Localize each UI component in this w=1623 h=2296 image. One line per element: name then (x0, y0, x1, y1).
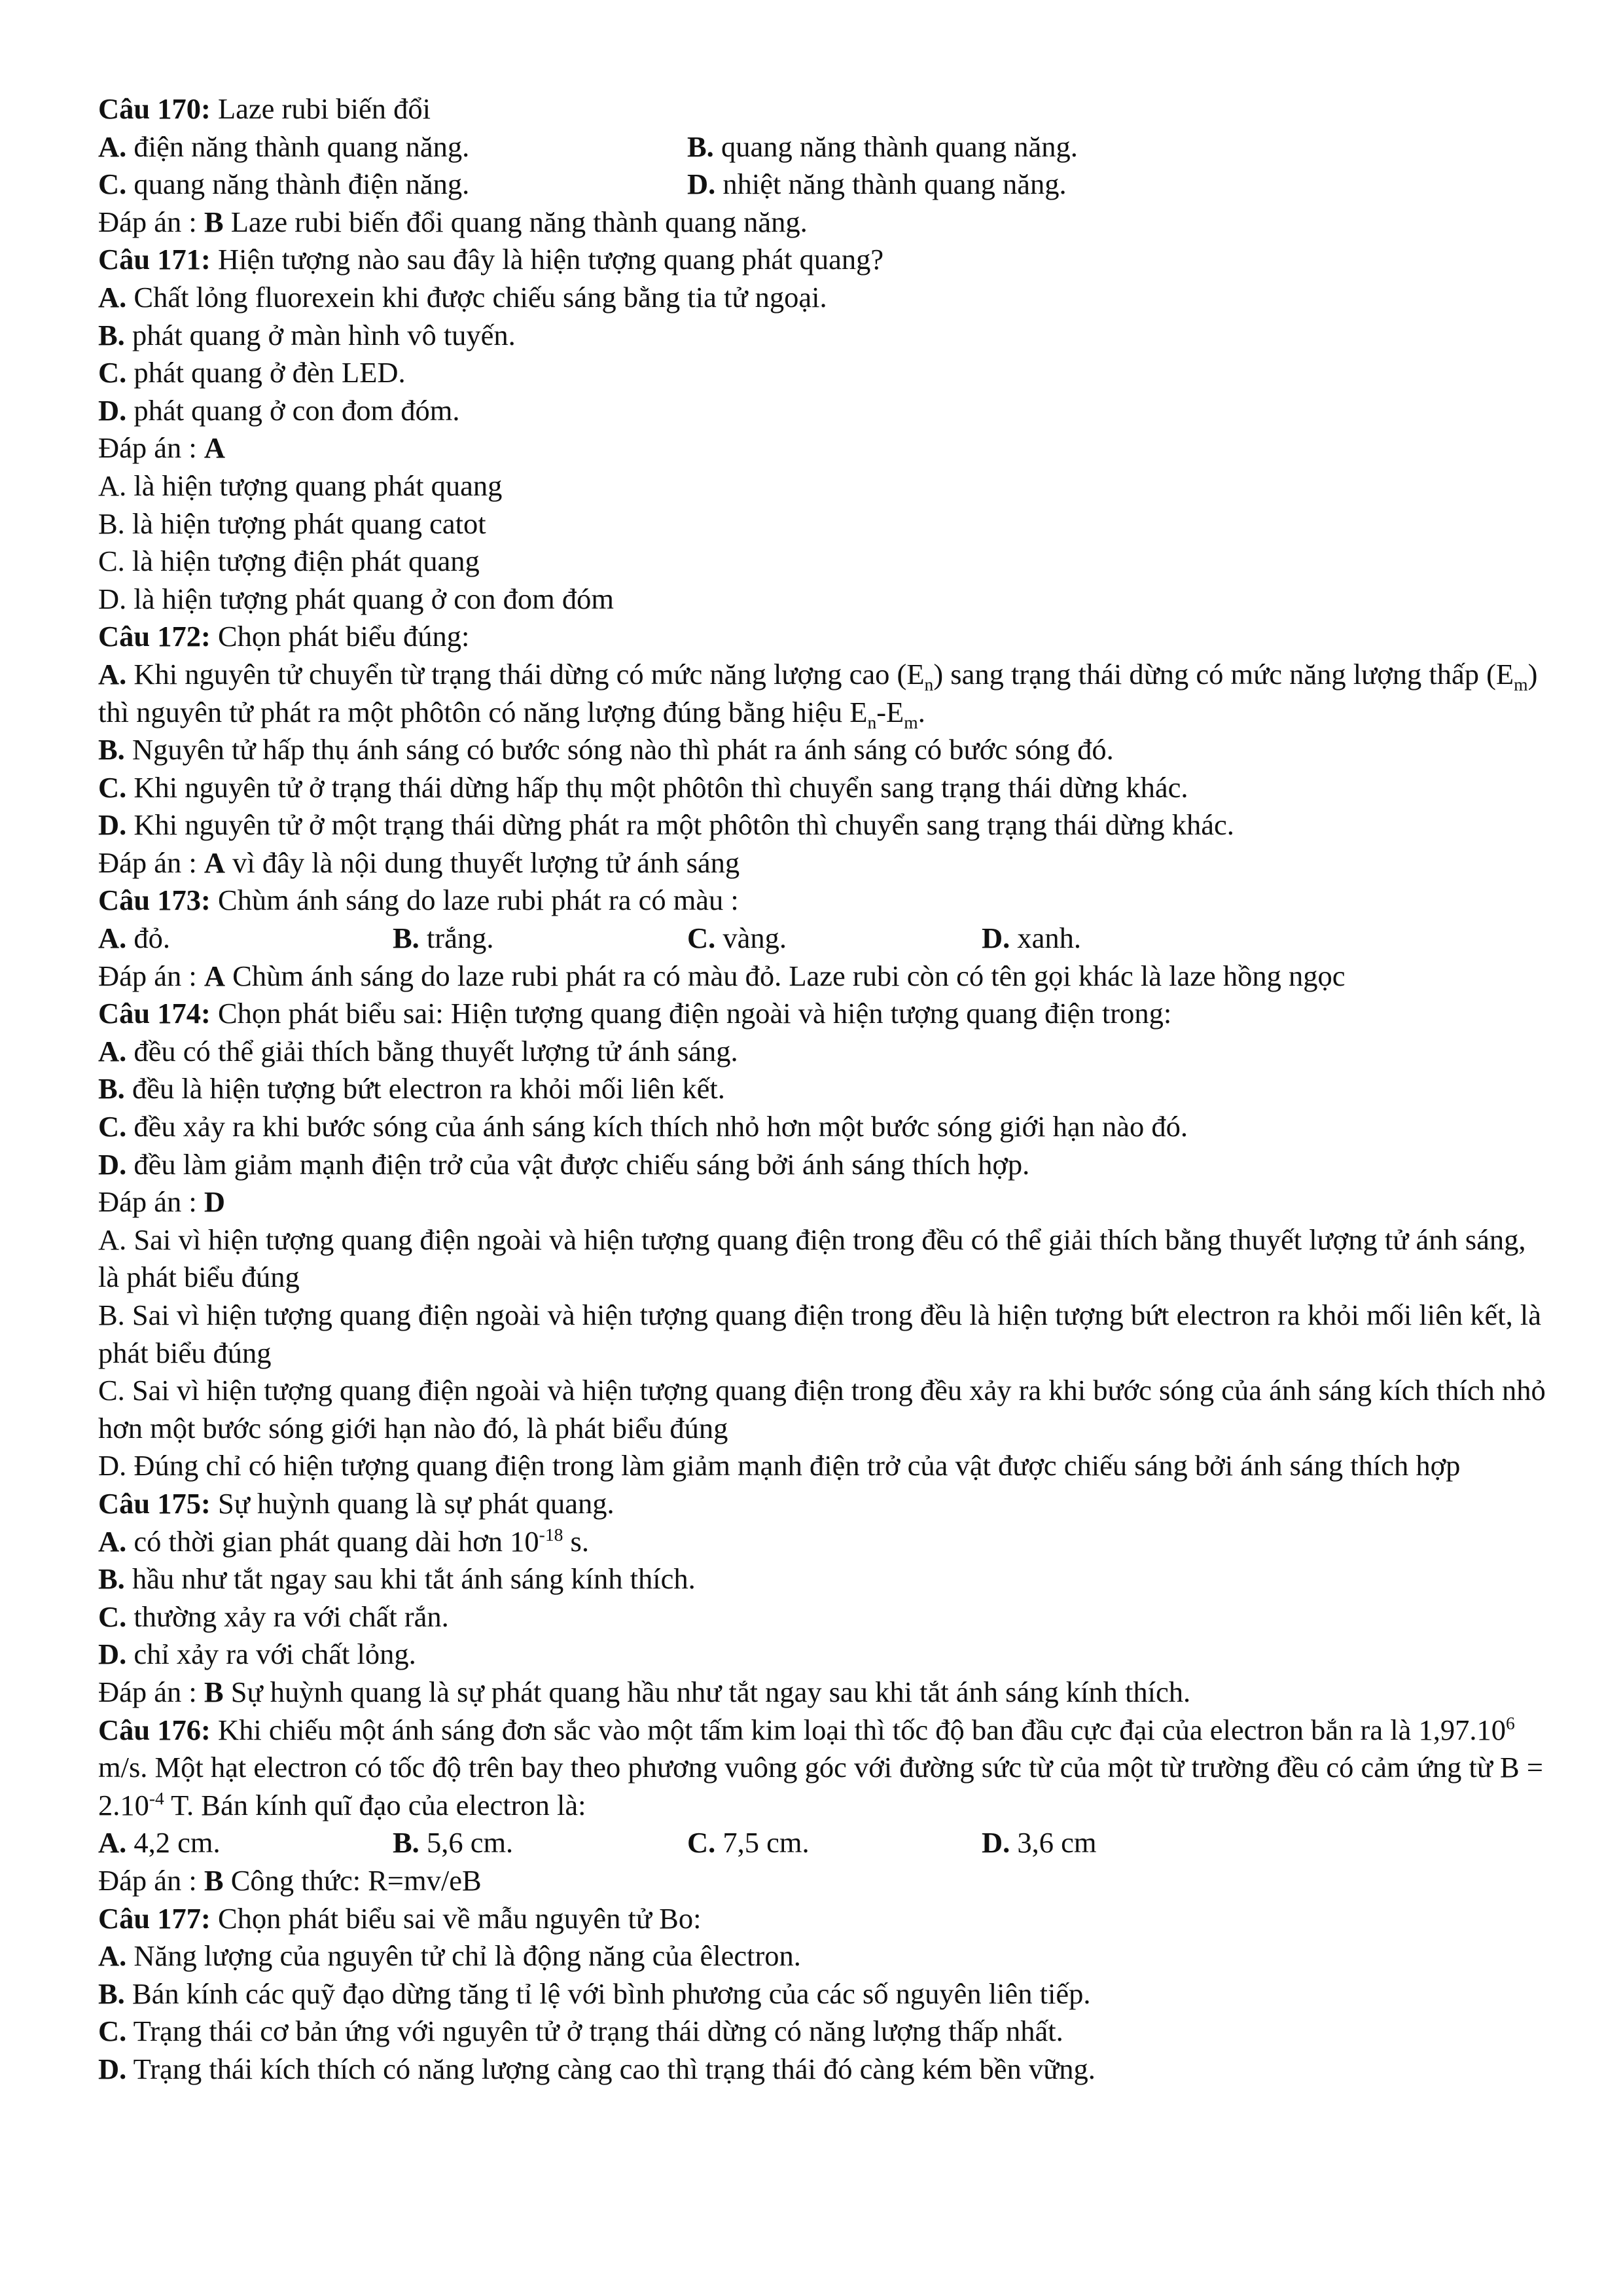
option-a (98, 1937, 1551, 1975)
text-span: phát quang ở đèn LED. (126, 356, 406, 389)
text-span: n (924, 673, 934, 694)
text-span: Chất lỏng fluorexein khi được chiếu sáng bằng tia tử ngoại. (126, 280, 827, 314)
option-a (98, 1523, 1551, 1561)
label-bold: B. (393, 922, 419, 955)
label-bold: B (204, 205, 224, 238)
text-span: s. (563, 1524, 589, 1558)
text-span: Đáp án : (98, 1863, 204, 1897)
label-bold: B. (98, 1072, 125, 1105)
label-bold: Câu 170: (98, 92, 211, 125)
label-bold: B (204, 1675, 224, 1708)
options-row (98, 166, 1551, 204)
options-row (98, 128, 1551, 166)
text-span: Đáp án : (98, 205, 204, 238)
text-span: nhiệt năng thành quang năng. (715, 168, 1067, 201)
option-a (98, 1033, 1551, 1071)
answer (98, 844, 1551, 882)
question-174 (98, 995, 1551, 1033)
option-b (98, 1560, 1551, 1598)
question-173 (98, 882, 1551, 920)
text-span: ) thì nguyên tử phát ra một phôtôn có năng lượng đúng bằng hiệu E (98, 657, 1538, 728)
option-b (98, 1070, 1551, 1108)
answer (98, 1674, 1551, 1712)
text-span: hầu như tắt ngay sau khi tắt ánh sáng kính thích. (124, 1562, 696, 1596)
text-span: Trạng thái kích thích có năng lượng càng cao thì trạng thái đó càng kém bền vững. (126, 2052, 1096, 2085)
text-span: Sự huỳnh quang là sự phát quang. (210, 1486, 615, 1520)
label-bold: D. (982, 922, 1010, 955)
question-172 (98, 618, 1551, 656)
label-bold: A. (98, 1524, 127, 1558)
options-row (98, 1824, 1551, 1862)
label-bold: C. (98, 1110, 127, 1143)
question-177 (98, 1900, 1551, 1938)
label-bold: Câu 174: (98, 997, 211, 1030)
text-span: Chùm ánh sáng do laze rubi phát ra có màu : (210, 884, 739, 917)
option-b (98, 731, 1551, 769)
question-175 (98, 1485, 1551, 1523)
label-bold: C. (98, 168, 127, 201)
label-bold: C. (687, 1826, 716, 1859)
text-span: đều làm giảm mạnh điện trở của vật được chiếu sáng bởi ánh sáng thích hợp. (126, 1147, 1030, 1181)
answer (98, 1862, 1551, 1900)
text-span: xanh. (1010, 922, 1082, 955)
text-span: -4 (149, 1787, 164, 1808)
text-span: đều xảy ra khi bước sóng của ánh sáng kích thích nhỏ hơn một bước sóng giới hạn nào đó. (126, 1110, 1188, 1143)
text-span: vàng. (715, 922, 787, 955)
text-span: Đáp án : (98, 431, 204, 465)
label-bold: D (204, 1185, 226, 1219)
option-b (98, 1975, 1551, 2013)
text-span: Khi nguyên tử ở một trạng thái dừng phát ra một phôtôn thì chuyển sang trạng thái dừng khác. (126, 808, 1234, 842)
explanation-line: B. Sai vì hiện tượng quang điện ngoài và hiện tượng quang điện trong đều là hiện tượng bứt electron ra khỏi mối liên kết, là phát biểu đúng (98, 1299, 1541, 1369)
label-bold: A (204, 431, 226, 465)
label-bold: C. (98, 2015, 127, 2048)
text-span: Chọn phát biểu đúng: (210, 620, 470, 653)
option-a (98, 128, 687, 166)
text-span: có thời gian phát quang dài hơn 10 (126, 1524, 539, 1558)
label-bold: C. (98, 1600, 127, 1633)
option-a (98, 920, 393, 958)
label-bold: B. (98, 1977, 125, 2010)
option-b (687, 128, 1078, 166)
document-page (98, 90, 1551, 2088)
explanation-line: A. Sai vì hiện tượng quang điện ngoài và hiện tượng quang điện trong đều có thể giải thích bằng thuyết lượng tử ánh sáng, là phát biểu đúng (98, 1223, 1526, 1294)
text-span: Khi chiếu một ánh sáng đơn sắc vào một tấm kim loại thì tốc độ ban đầu cực đại của electron bắn ra là 1,97.10 (210, 1713, 1506, 1746)
text-span: Khi nguyên tử ở trạng thái dừng hấp thụ một phôtôn thì chuyển sang trạng thái dừng khác. (126, 770, 1188, 804)
option-d (98, 2051, 1551, 2089)
text-span: -18 (539, 1524, 563, 1545)
label-bold: A. (98, 130, 127, 163)
text-span: đều có thể giải thích bằng thuyết lượng tử ánh sáng. (126, 1034, 738, 1067)
label-bold: D. (98, 1147, 127, 1181)
label-bold: A (204, 846, 226, 879)
answer (98, 958, 1551, 996)
label-bold: B. (98, 733, 125, 766)
label-bold: D. (687, 168, 716, 201)
option-c (98, 1108, 1551, 1146)
text-span: thường xảy ra với chất rắn. (126, 1600, 449, 1633)
option-d (98, 806, 1551, 844)
answer (98, 429, 1551, 467)
label-bold: B. (98, 1562, 125, 1596)
text-span: m/s. Một hạt electron có tốc độ trên bay theo phương vuông góc với đường sức từ của một từ trường đều có cảm ứng từ B = 2.10 (98, 1751, 1543, 1821)
label-bold: B. (393, 1826, 419, 1859)
explanation-line: C. Sai vì hiện tượng quang điện ngoài và hiện tượng quang điện trong đều xảy ra khi bước sóng của ánh sáng kích thích nhỏ hơn một bước sóng giới hạn nào đó, là phát biểu đúng (98, 1374, 1546, 1444)
text-span: phát quang ở màn hình vô tuyến. (124, 318, 516, 351)
option-d (982, 1824, 1097, 1862)
text-span: Năng lượng của nguyên tử chỉ là động năng của êlectron. (126, 1939, 801, 1973)
label-bold: A. (98, 657, 127, 691)
option-d (98, 392, 1551, 430)
option-c (687, 920, 982, 958)
text-span: Chùm ánh sáng do laze rubi phát ra có màu đỏ. Laze rubi còn có tên gọi khác là laze hồng ngọc (225, 959, 1346, 992)
text-span: Sự huỳnh quang là sự phát quang hầu như tắt ngay sau khi tắt ánh sáng kính thích. (223, 1675, 1191, 1708)
text-span: trắng. (419, 922, 494, 955)
text-span: Chọn phát biểu sai: Hiện tượng quang điện ngoài và hiện tượng quang điện trong: (210, 997, 1172, 1030)
explanation-line: D. là hiện tượng phát quang ở con đom đóm (98, 582, 615, 615)
option-d (98, 1146, 1551, 1184)
question-176 (98, 1712, 1551, 1825)
text-span: 7,5 cm. (715, 1826, 810, 1859)
text-span: phát quang ở con đom đóm. (126, 393, 460, 427)
text-span: quang năng thành điện năng. (126, 168, 470, 201)
option-d (687, 166, 1067, 204)
option-b (393, 920, 687, 958)
text-span: Trạng thái cơ bản ứng với nguyên tử ở trạng thái dừng có năng lượng thấp nhất. (126, 2015, 1063, 2048)
option-d (98, 1636, 1551, 1674)
text-span: 4,2 cm. (126, 1826, 221, 1859)
text-span: vì đây là nội dung thuyết lượng tử ánh sáng (225, 846, 740, 879)
text-span: Đáp án : (98, 959, 204, 992)
text-span: Chọn phát biểu sai về mẫu nguyên tử Bo: (210, 1901, 702, 1935)
label-bold: D. (98, 808, 127, 842)
text-span: 5,6 cm. (419, 1826, 514, 1859)
label-bold: Câu 175: (98, 1486, 211, 1520)
option-c (98, 166, 687, 204)
label-bold: Câu 173: (98, 884, 211, 917)
explanation-line: B. là hiện tượng phát quang catot (98, 507, 486, 540)
option-c (687, 1824, 982, 1862)
option-c (98, 354, 1551, 392)
text-span: đều là hiện tượng bứt electron ra khỏi mối liên kết. (124, 1072, 725, 1105)
text-span: Đáp án : (98, 1675, 204, 1708)
explanation-line: A. là hiện tượng quang phát quang (98, 469, 503, 502)
text-span: m (904, 711, 918, 732)
label-bold: C. (98, 356, 127, 389)
text-span: 6 (1505, 1712, 1515, 1733)
text-span: Hiện tượng nào sau đây là hiện tượng quang phát quang? (210, 243, 884, 276)
text-span: -E (876, 695, 904, 728)
text-span: Đáp án : (98, 846, 204, 879)
label-bold: D. (982, 1826, 1010, 1859)
option-a (98, 279, 1551, 317)
label-bold: A. (98, 280, 127, 314)
text-span: T. Bán kính quĩ đạo của electron là: (164, 1788, 586, 1821)
label-bold: D. (98, 393, 127, 427)
label-bold: A. (98, 1034, 127, 1067)
label-bold: A. (98, 1939, 127, 1973)
label-bold: B. (98, 318, 125, 351)
text-span: chỉ xảy ra với chất lỏng. (126, 1638, 416, 1671)
label-bold: Câu 172: (98, 620, 211, 653)
text-span: Đáp án : (98, 1185, 204, 1219)
option-c (98, 769, 1551, 807)
option-a (98, 656, 1551, 731)
label-bold: B (204, 1863, 224, 1897)
label-bold: B. (687, 130, 714, 163)
label-bold: Câu 171: (98, 243, 211, 276)
label-bold: C. (98, 770, 127, 804)
text-span: n (867, 711, 877, 732)
answer (98, 204, 1551, 242)
text-span: Công thức: R=mv/eB (223, 1863, 482, 1897)
text-span: đỏ. (126, 922, 171, 955)
text-span: 3,6 cm (1010, 1826, 1097, 1859)
text-span: Bán kính các quỹ đạo dừng tăng tỉ lệ với bình phương của các số nguyên liên tiếp. (124, 1977, 1091, 2010)
explanation-line: C. là hiện tượng điện phát quang (98, 545, 480, 578)
text-span: quang năng thành quang năng. (713, 130, 1078, 163)
label-bold: A (204, 959, 226, 992)
label-bold: Câu 176: (98, 1713, 211, 1746)
option-a (98, 1824, 393, 1862)
text-span: Khi nguyên tử chuyển từ trạng thái dừng có mức năng lượng cao (E (126, 657, 925, 691)
option-c (98, 2013, 1551, 2051)
text-span: Nguyên tử hấp thụ ánh sáng có bước sóng nào thì phát ra ánh sáng có bước sóng đó. (124, 733, 1114, 766)
text-span: m (1514, 673, 1528, 694)
text-span: Laze rubi biến đổi quang năng thành quang năng. (223, 205, 808, 238)
text-span: Laze rubi biến đổi (210, 92, 431, 125)
option-b (393, 1824, 687, 1862)
answer (98, 1183, 1551, 1221)
label-bold: A. (98, 1826, 127, 1859)
text-span: ) sang trạng thái dừng có mức năng lượng thấp (E (933, 657, 1514, 691)
label-bold: Câu 177: (98, 1901, 211, 1935)
question-171 (98, 241, 1551, 279)
explanation-line: D. Đúng chỉ có hiện tượng quang điện trong làm giảm mạnh điện trở của vật được chiếu sáng bởi ánh sáng thích hợp (98, 1449, 1461, 1482)
options-row (98, 920, 1551, 958)
option-b (98, 317, 1551, 355)
label-bold: D. (98, 2052, 127, 2085)
text-span: . (918, 695, 925, 728)
text-span: điện năng thành quang năng. (126, 130, 470, 163)
option-c (98, 1598, 1551, 1636)
label-bold: D. (98, 1638, 127, 1671)
option-d (982, 920, 1081, 958)
question-170 (98, 90, 1551, 128)
label-bold: C. (687, 922, 716, 955)
label-bold: A. (98, 922, 127, 955)
